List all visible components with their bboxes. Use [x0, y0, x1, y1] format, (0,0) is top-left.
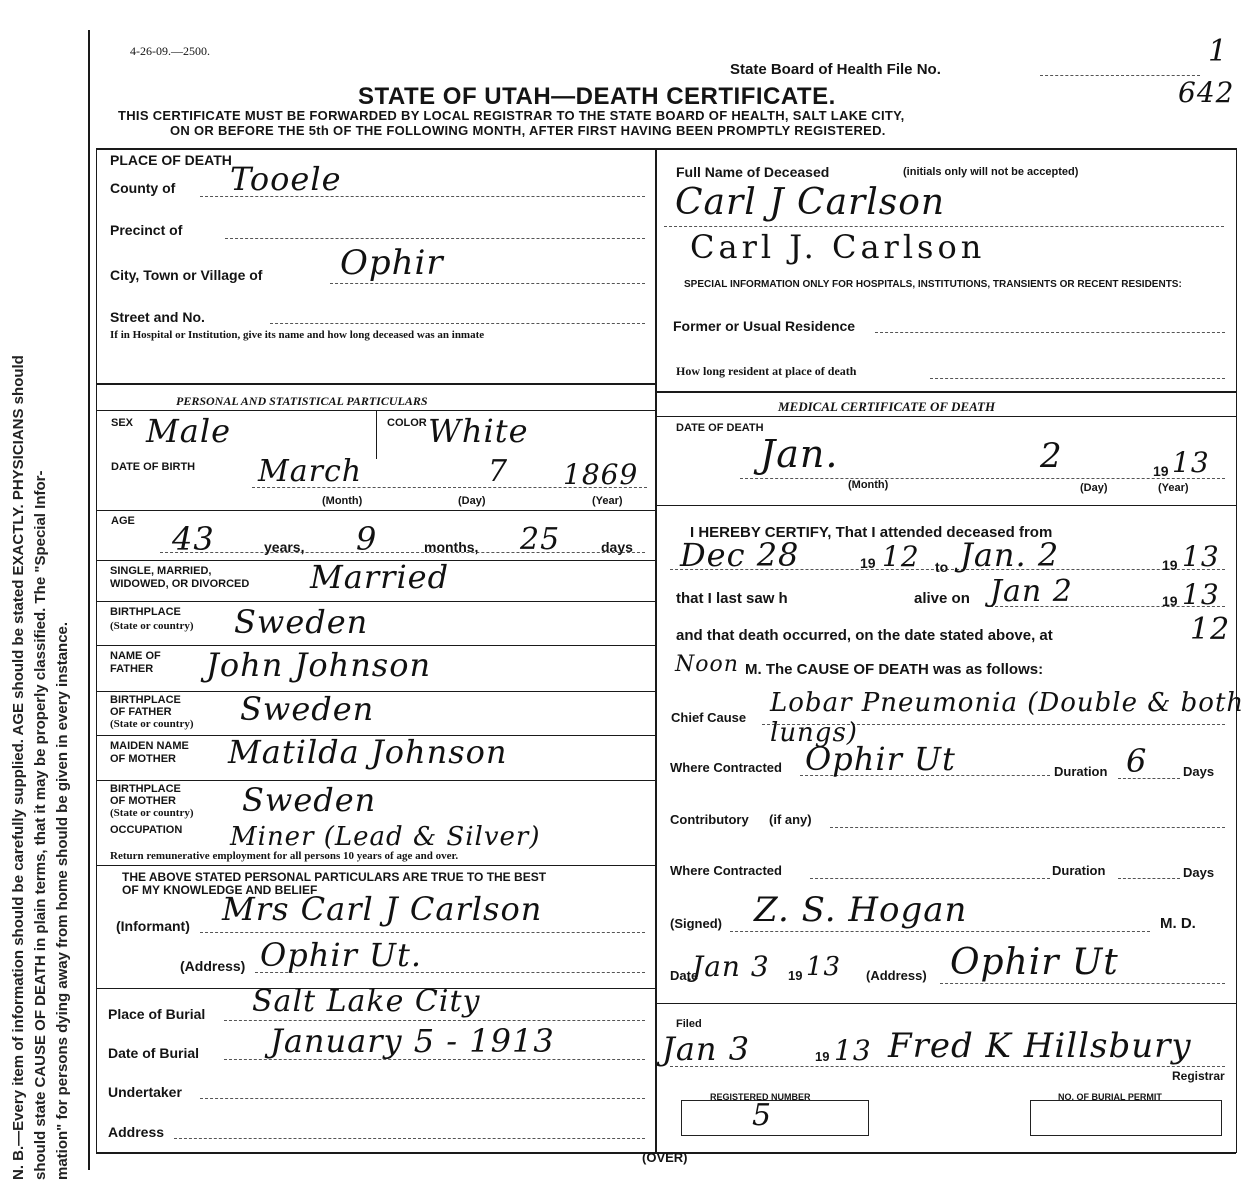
hospital-note: If in Hospital or Institution, give its name and how long deceased was an inmate [110, 329, 485, 341]
dob-year-caption: (Year) [592, 495, 623, 507]
left-section-rule [96, 383, 655, 385]
signed-label: (Signed) [670, 916, 722, 931]
mother-label-1: MAIDEN NAME [110, 740, 189, 752]
dob-month: March [258, 454, 363, 489]
father-label-1: NAME OF [110, 650, 161, 662]
burial-date-value: January 5 - 1913 [270, 1022, 555, 1060]
informant-address-value: Ophir Ut. [260, 936, 423, 974]
file-number-label: State Board of Health File No. [730, 61, 941, 78]
undertaker-line [200, 1098, 645, 1099]
meridian: Noon [675, 652, 739, 677]
registrar-label: Registrar [1172, 1069, 1225, 1083]
death-year-prefix: 19 [1153, 463, 1169, 479]
sex-label: SEX [111, 417, 134, 429]
precinct-line [225, 238, 645, 239]
how-long-line [930, 378, 1225, 379]
attended-from-year-prefix: 19 [860, 555, 876, 571]
father-value: John Johnson [206, 646, 432, 684]
form-code: 4-26-09.—2500. [130, 44, 210, 58]
registrar-signature: Fred K Hillsbury [888, 1026, 1192, 1066]
where-contracted-value: Ophir Ut [805, 740, 956, 778]
certify-top-rule [657, 505, 1236, 506]
death-day: 2 [1040, 436, 1063, 476]
deceased-name-handwritten: Carl J Carlson [675, 182, 946, 223]
attended-to: Jan. 2 [960, 536, 1060, 574]
certify-text: I HEREBY CERTIFY, That I attended deceased from [690, 524, 1053, 541]
date-signed-year-prefix: 19 [788, 968, 803, 983]
sex-value: Male [146, 412, 232, 450]
age-years: 43 [172, 520, 215, 558]
contributory-if-any: (if any) [769, 812, 812, 827]
color-label: COLOR [387, 417, 427, 429]
informant-value: Mrs Carl J Carlson [222, 890, 543, 928]
chief-cause-label: Chief Cause [671, 710, 747, 725]
certificate-title: STATE OF UTAH—DEATH CERTIFICATE. [358, 83, 836, 110]
contributory-label: Contributory [670, 812, 749, 827]
death-year-suffix: 13 [1172, 446, 1210, 479]
filed-year-prefix: 19 [815, 1049, 830, 1064]
frame-right [1236, 148, 1237, 1153]
margin-note-line-3: mation" for persons dying away from home should be given in every instance. [54, 621, 71, 1180]
instructions-line-2: ON OR BEFORE THE 5th OF THE FOLLOWING MONTH, AFTER FIRST HAVING BEEN PROMPTLY REGISTERED. [170, 123, 886, 138]
registered-number: 5 [752, 1098, 773, 1133]
physician-signature: Z. S. Hogan [754, 890, 968, 930]
physician-address-line [940, 983, 1225, 984]
death-day-caption: (Day) [1080, 482, 1108, 494]
age-label: AGE [111, 515, 135, 527]
father-birth-top-rule [96, 691, 655, 692]
name-line [664, 226, 1224, 227]
duration-2-label: Duration [1052, 863, 1106, 878]
occupation-label: OCCUPATION [110, 824, 183, 836]
last-saw-year-suffix: 13 [1182, 578, 1220, 611]
county-value: Tooele [230, 160, 342, 198]
undertaker-label: Undertaker [108, 1084, 182, 1100]
informant-address-label: (Address) [180, 958, 246, 974]
dob-day: 7 [488, 454, 509, 489]
last-saw-year-prefix: 19 [1162, 593, 1178, 609]
file-number: 642 [1178, 76, 1235, 109]
color-value: White [428, 412, 529, 450]
death-date-label: DATE OF DEATH [676, 422, 764, 434]
date-signed-value: Jan 3 [692, 950, 770, 983]
attended-from-year-suffix: 12 [882, 540, 920, 573]
mother-birth-label-1: BIRTHPLACE [110, 783, 181, 795]
dob-year: 1869 [563, 458, 639, 491]
mother-birth-label-3: (State or country) [110, 807, 194, 819]
death-month-caption: (Month) [848, 479, 889, 491]
chief-cause-value: Lobar Pneumonia (Double & both lungs) [770, 688, 1245, 748]
death-occurred-text: and that death occurred, on the date stated above, at [676, 627, 1053, 644]
instructions-line-1: THIS CERTIFICATE MUST BE FORWARDED BY LOCAL REGISTRAR TO THE STATE BOARD OF HEALTH, SALT LAKE CITY, [118, 108, 905, 123]
where-contracted-2-label: Where Contracted [670, 863, 782, 878]
father-birth-label-2: OF FATHER [110, 706, 172, 718]
md-label: M. D. [1160, 915, 1196, 932]
marital-value: Married [310, 558, 450, 596]
attest-line-2: OF MY KNOWLEDGE AND BELIEF [122, 883, 318, 897]
date-signed-label: Date [670, 968, 699, 983]
city-line [330, 283, 645, 284]
filed-year-suffix: 13 [834, 1034, 872, 1067]
age-line [160, 552, 645, 553]
former-residence-label: Former or Usual Residence [673, 318, 856, 334]
filing-top-rule [657, 1003, 1236, 1004]
duration-days-label: Days [1183, 764, 1215, 779]
filed-label: Filed [676, 1018, 702, 1030]
last-saw-date: Jan 2 [990, 574, 1073, 609]
burial-permit-box [1030, 1100, 1222, 1136]
where-contracted-label: Where Contracted [670, 760, 782, 775]
months-label: months, [424, 539, 479, 555]
county-label: County of [110, 180, 176, 196]
undertaker-address-line [174, 1138, 645, 1139]
mother-birth-value: Sweden [242, 781, 377, 819]
date-signed-year-suffix: 13 [806, 952, 842, 982]
duration-2-days-label: Days [1183, 865, 1215, 880]
filed-line [670, 1066, 1225, 1067]
registered-number-label: REGISTERED NUMBER [710, 1092, 811, 1102]
birthplace-top-rule [96, 601, 655, 602]
city-label: City, Town or Village of [110, 267, 263, 283]
registered-number-box [681, 1100, 869, 1136]
birthplace-value: Sweden [234, 603, 369, 641]
medical-heading: MEDICAL CERTIFICATE OF DEATH [778, 399, 996, 414]
occupation-note: Return remunerative employment for all persons 10 years of age and over. [110, 850, 459, 862]
burial-place-label: Place of Burial [108, 1006, 206, 1022]
full-name-label: Full Name of Deceased [676, 164, 830, 180]
how-long-label: How long resident at place of death [676, 364, 857, 378]
father-label-2: FATHER [110, 663, 154, 675]
years-label: years, [264, 539, 305, 555]
age-top-rule [96, 510, 655, 511]
precinct-label: Precinct of [110, 222, 183, 238]
frame-top [96, 148, 1236, 150]
mother-birth-label-2: OF MOTHER [110, 795, 176, 807]
father-birth-label-1: BIRTHPLACE [110, 694, 181, 706]
attest-top-rule [96, 865, 655, 866]
filed-date: Jan 3 [662, 1030, 751, 1068]
burial-date-label: Date of Burial [108, 1045, 200, 1061]
frame-left-inner [96, 148, 97, 1153]
dob-label: DATE OF BIRTH [111, 461, 196, 473]
burial-permit-label: NO. OF BURIAL PERMIT [1058, 1092, 1162, 1102]
sex-color-divider [376, 411, 377, 459]
days-label: days [601, 539, 633, 555]
place-of-death-heading: PLACE OF DEATH [110, 152, 232, 168]
father-birth-label-3: (State or country) [110, 718, 194, 730]
city-value: Ophir [340, 243, 444, 283]
father-birth-value: Sweden [240, 690, 375, 728]
margin-note [0, 30, 82, 1180]
duration-value: 6 [1126, 742, 1148, 780]
special-info-note: SPECIAL INFORMATION ONLY FOR HOSPITALS, INSTITUTIONS, TRANSIENTS OR RECENT RESIDENTS: [684, 279, 1182, 290]
occupation-value: Miner (Lead & Silver) [230, 822, 541, 852]
margin-note-line-2: should state CAUSE OF DEATH in plain terms, that it may be properly classified. The "Special Infor- [32, 470, 49, 1180]
attended-from: Dec 28 [680, 536, 800, 574]
physician-address-value: Ophir Ut [950, 942, 1119, 983]
former-residence-line [875, 332, 1225, 333]
informant-line [200, 932, 645, 933]
frame-left-outer [88, 30, 90, 1170]
birthplace-label-1: BIRTHPLACE [110, 606, 181, 618]
signed-line [730, 931, 1150, 932]
marital-label-2: WIDOWED, OR DIVORCED [110, 578, 250, 590]
file-number-top: 1 [1208, 34, 1229, 69]
margin-note-line-1: N. B.—Every item of information should be carefully supplied. AGE should be stated EXACTLY. PHYSICIANS should [10, 355, 27, 1180]
burial-place-line [224, 1020, 645, 1021]
cause-text: M. The CAUSE OF DEATH was as follows: [745, 661, 1044, 678]
where-contracted-2-line [810, 878, 1050, 879]
physician-address-label: (Address) [866, 968, 927, 983]
death-hour: 12 [1190, 612, 1231, 647]
death-year-caption: (Year) [1158, 482, 1189, 494]
deceased-name-printed: Carl J. Carlson [690, 228, 986, 266]
mother-value: Matilda Johnson [228, 733, 508, 771]
attended-to-year-suffix: 13 [1182, 540, 1220, 573]
street-label: Street and No. [110, 309, 205, 325]
birthplace-label-2: (State or country) [110, 620, 194, 632]
street-line [270, 323, 645, 324]
burial-place-value: Salt Lake City [252, 984, 481, 1019]
mother-label-2: OF MOTHER [110, 753, 176, 765]
marital-label-1: SINGLE, MARRIED, [110, 565, 212, 577]
right-section-rule [657, 391, 1236, 393]
attest-line-1: THE ABOVE STATED PERSONAL PARTICULARS ARE TRUE TO THE BEST [122, 870, 547, 884]
personal-heading: PERSONAL AND STATISTICAL PARTICULARS [176, 394, 428, 408]
informant-label: (Informant) [116, 918, 190, 934]
over-label: (OVER) [642, 1150, 688, 1165]
undertaker-address-label: Address [108, 1124, 165, 1140]
contributory-line [830, 827, 1225, 828]
death-month: Jan. [760, 432, 839, 476]
dob-month-caption: (Month) [322, 495, 363, 507]
alive-on-label: alive on [914, 590, 970, 607]
attended-to-year-prefix: 19 [1162, 557, 1178, 573]
last-saw-text: that I last saw h [676, 590, 788, 607]
age-months: 9 [356, 520, 378, 558]
duration-label: Duration [1054, 764, 1108, 779]
medical-heading-rule [657, 416, 1236, 417]
attended-to-label: to [935, 559, 949, 575]
full-name-note: (initials only will not be accepted) [903, 166, 1079, 178]
duration-2-line [1118, 878, 1180, 879]
age-days: 25 [520, 522, 561, 557]
file-number-line [1040, 75, 1200, 76]
dob-day-caption: (Day) [458, 495, 486, 507]
